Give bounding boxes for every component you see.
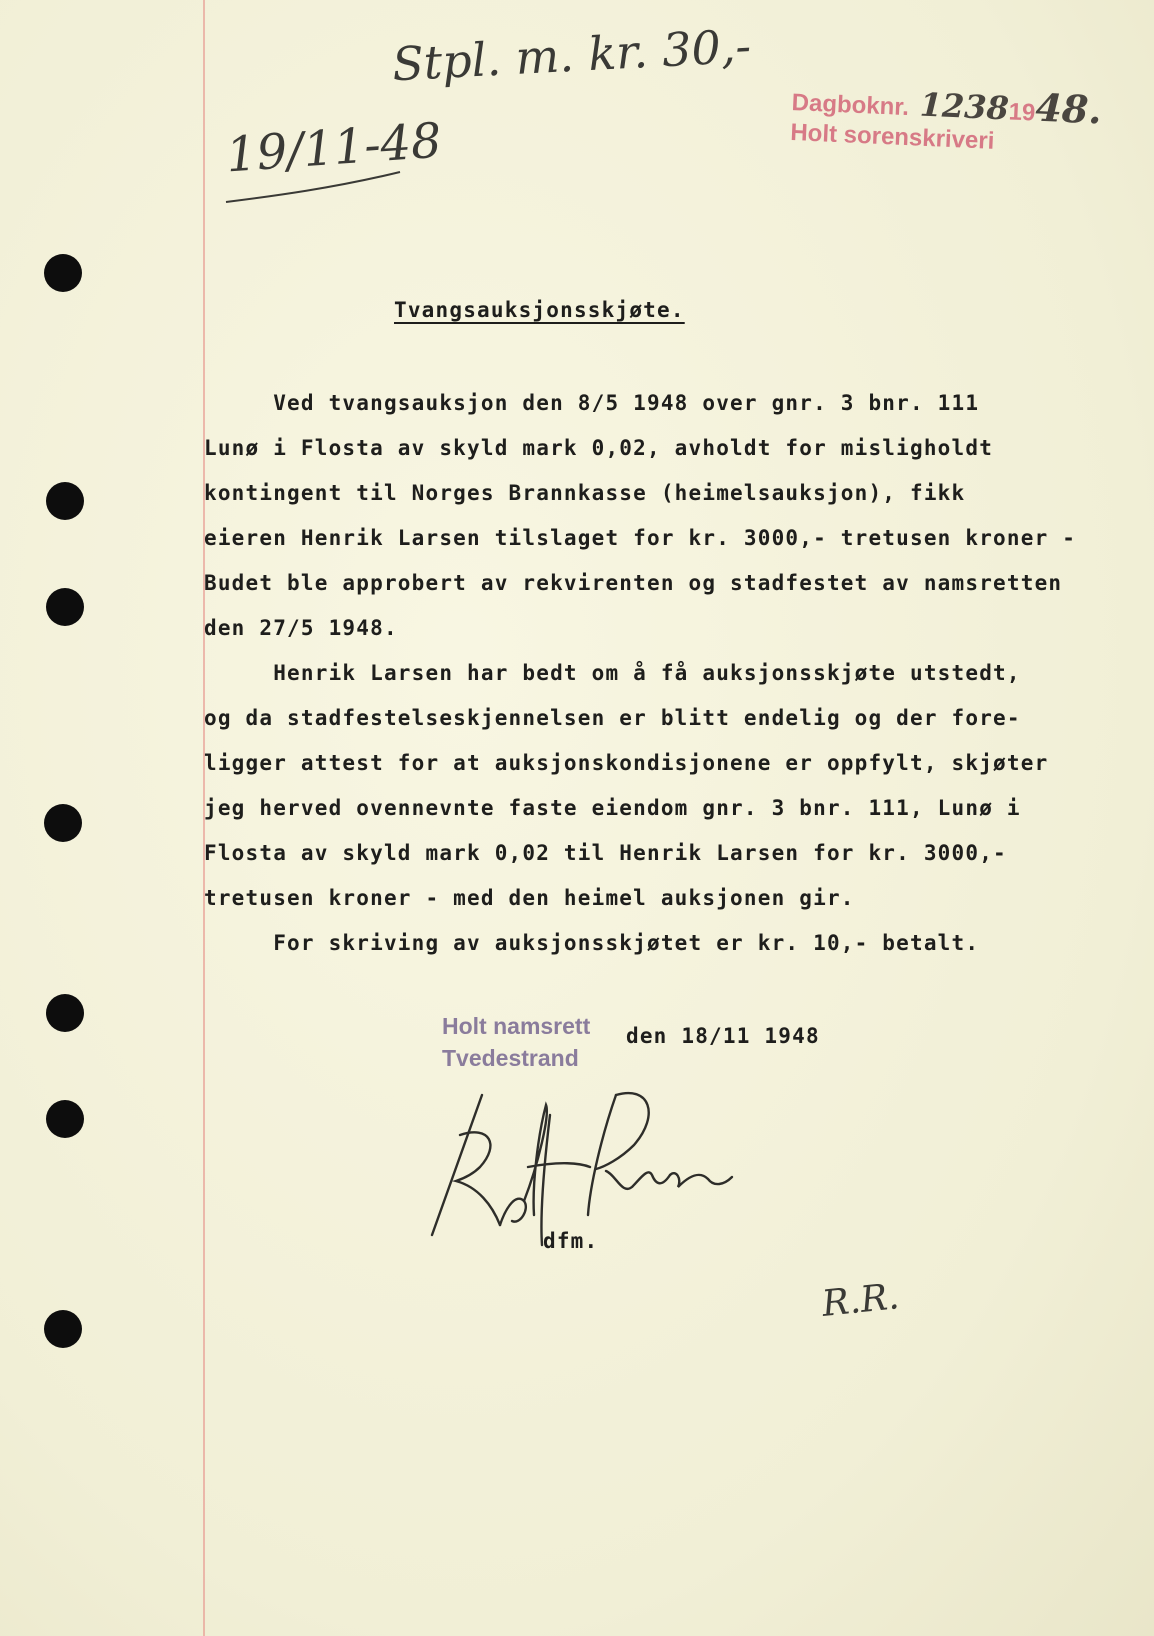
signing-date: den 18/11 1948 bbox=[626, 1024, 820, 1048]
binder-hole bbox=[46, 482, 84, 520]
body-line: Lunø i Flosta av skyld mark 0,02, avholdt for misligholdt bbox=[204, 436, 994, 460]
receipt-stamp-prefix: Dagboknr. bbox=[791, 88, 910, 122]
court-stamp-line1: Holt namsrett bbox=[442, 1013, 591, 1039]
signature-title: dfm. bbox=[543, 1229, 599, 1253]
body-line: Ved tvangsauksjon den 8/5 1948 over gnr. 3 bnr. 111 bbox=[204, 391, 980, 415]
document-title: Tvangsauksjonsskjøte. bbox=[394, 298, 685, 322]
body-line: Budet ble approbert av rekvirenten og stadfestet av namsretten bbox=[204, 571, 1063, 595]
handwritten-date-underline bbox=[224, 168, 404, 208]
handwritten-date: 19/11-48 bbox=[224, 112, 444, 184]
body-line: ligger attest for at auksjonskondisjonene er oppfylt, skjøter bbox=[204, 751, 1049, 775]
body-line: tretusen kroner - med den heimel auksjonen gir. bbox=[204, 886, 855, 910]
binder-hole bbox=[46, 588, 84, 626]
body-line: jeg herved ovennevnte faste eiendom gnr. 3 bnr. 111, Lunø i bbox=[204, 796, 1021, 820]
receipt-stamp-century: 19 bbox=[1008, 98, 1036, 127]
handwritten-initials: R.R. bbox=[820, 1276, 902, 1325]
body-line: eieren Henrik Larsen tilslaget for kr. 3000,- tretusen kroner - bbox=[204, 526, 1077, 550]
handwritten-journal-number: 1238 bbox=[918, 85, 1010, 128]
binder-hole bbox=[46, 994, 84, 1032]
binder-hole bbox=[44, 1310, 82, 1348]
handwritten-signature bbox=[420, 1075, 750, 1255]
body-line: den 27/5 1948. bbox=[204, 616, 398, 640]
receipt-stamp bbox=[790, 74, 1103, 160]
body-line: kontingent til Norges Brannkasse (heimelsauksjon), fikk bbox=[204, 481, 966, 505]
binder-hole bbox=[44, 804, 82, 842]
handwritten-journal-year: 48. bbox=[1034, 84, 1103, 133]
body-line: For skriving av auksjonsskjøtet er kr. 10,- betalt. bbox=[204, 931, 980, 955]
receipt-stamp-office: Holt sorenskriveri bbox=[789, 118, 995, 155]
binder-hole bbox=[46, 1100, 84, 1138]
body-line: Henrik Larsen har bedt om å få auksjonsskjøte utstedt, bbox=[204, 661, 1021, 685]
handwritten-stamp-fee: Stpl. m. kr. 30,- bbox=[390, 18, 753, 92]
body-line: og da stadfestelseskjennelsen er blitt endelig og der fore- bbox=[204, 706, 1021, 730]
binder-hole bbox=[44, 254, 82, 292]
body-line: Flosta av skyld mark 0,02 til Henrik Larsen for kr. 3000,- bbox=[204, 841, 1007, 865]
court-stamp-line2: Tvedestrand bbox=[442, 1045, 579, 1071]
